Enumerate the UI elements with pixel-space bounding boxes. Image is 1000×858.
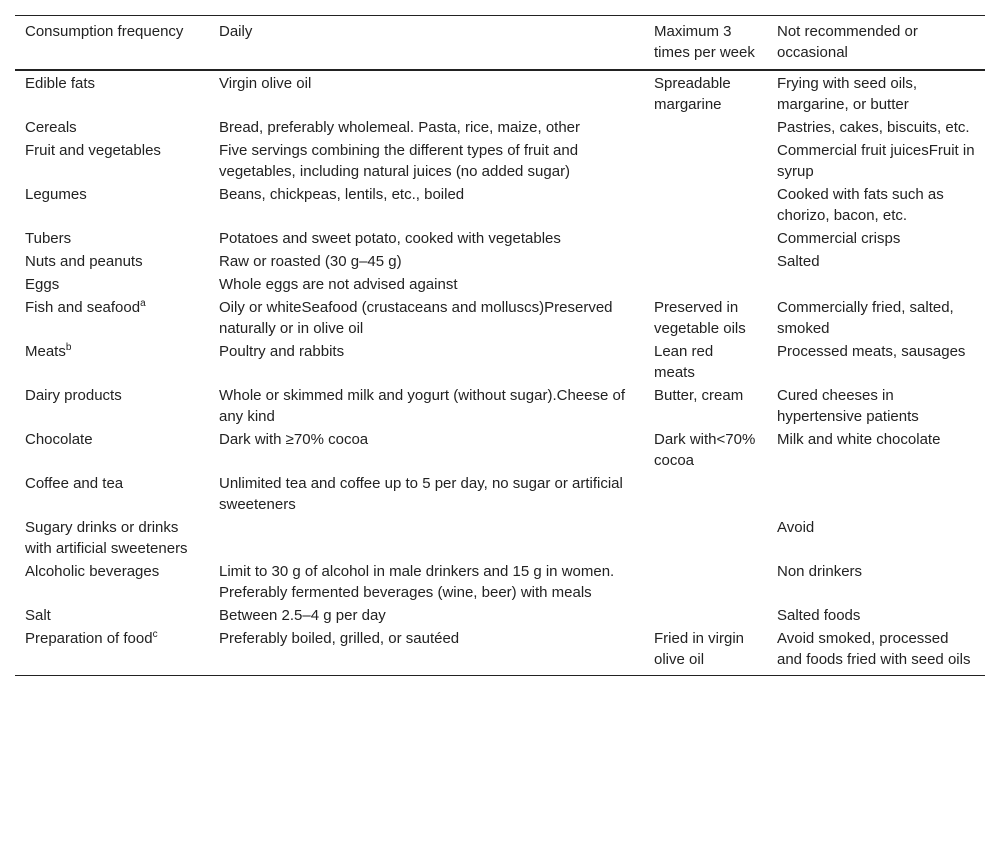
food-group-label: Preparation of food xyxy=(25,630,153,647)
cell-not-recommended: Salted xyxy=(777,253,820,270)
cell-max-3-per-week: Preserved in vegetable oils xyxy=(654,299,746,337)
cell-food-group xyxy=(15,560,209,604)
cell-food-group xyxy=(15,627,209,676)
cell-daily: Potatoes and sweet potato, cooked with vegetables xyxy=(219,230,561,247)
food-group-label: Tubers xyxy=(25,230,72,247)
footnote-marker: c xyxy=(152,629,158,640)
food-group-label: Fish and seafood xyxy=(25,299,141,316)
header-row xyxy=(15,16,985,71)
table-row xyxy=(15,116,985,139)
cell-max-3-per-week xyxy=(644,560,767,604)
table-row xyxy=(15,250,985,273)
cell-daily: Poultry and rabbits xyxy=(219,343,345,360)
food-group-label: Sugary drinks or drinks with artificial sweeteners xyxy=(25,519,188,557)
cell-food-group xyxy=(15,340,209,384)
cell-not-recommended: Commercial crisps xyxy=(777,230,901,247)
table-row xyxy=(15,384,985,428)
food-group-label: Cereals xyxy=(25,119,77,136)
food-group-label: Meats xyxy=(25,343,66,360)
table-row xyxy=(15,428,985,472)
cell-not-recommended: Avoid smoked, processed and foods fried with seed oils xyxy=(777,630,971,668)
cell-max-3-per-week: Fried in virgin olive oil xyxy=(654,630,745,668)
footnote-marker: a xyxy=(140,298,146,309)
food-recommendation-table-container xyxy=(15,15,985,676)
cell-daily: Dark with ≥70% cocoa xyxy=(219,431,369,448)
cell-max-3-per-week: Dark with<70% cocoa xyxy=(654,431,756,469)
cell-food-group xyxy=(15,384,209,428)
cell-not-recommended: Avoid xyxy=(777,519,815,536)
cell-daily xyxy=(209,516,644,560)
cell-max-3-per-week xyxy=(644,183,767,227)
cell-max-3-per-week: Lean red meats xyxy=(654,343,714,381)
cell-not-recommended: Non drinkers xyxy=(777,563,863,580)
footnote-marker: b xyxy=(65,342,72,353)
food-group-label: Dairy products xyxy=(25,387,122,404)
cell-daily: Raw or roasted (30 g–45 g) xyxy=(219,253,402,270)
table-row xyxy=(15,183,985,227)
table-row xyxy=(15,273,985,296)
cell-not-recommended: Commercial fruit juicesFruit in syrup xyxy=(777,142,975,180)
cell-food-group xyxy=(15,70,209,116)
cell-daily: Whole eggs are not advised against xyxy=(219,276,458,293)
table-body xyxy=(15,70,985,676)
table-row xyxy=(15,560,985,604)
cell-food-group xyxy=(15,296,209,340)
cell-max-3-per-week xyxy=(644,250,767,273)
cell-food-group xyxy=(15,116,209,139)
cell-max-3-per-week xyxy=(644,116,767,139)
cell-not-recommended: Cured cheeses in hypertensive patients xyxy=(777,387,919,425)
cell-max-3-per-week xyxy=(644,273,767,296)
cell-daily: Virgin olive oil xyxy=(219,75,312,92)
cell-max-3-per-week: Spreadable margarine xyxy=(654,75,731,113)
cell-max-3-per-week xyxy=(644,139,767,183)
table-header xyxy=(15,16,985,71)
header-max-3-per-week: Maximum 3 times per week xyxy=(654,23,755,61)
cell-not-recommended: Salted foods xyxy=(777,607,861,624)
food-group-label: Eggs xyxy=(25,276,60,293)
food-recommendation-table xyxy=(15,15,985,676)
food-group-label: Alcoholic beverages xyxy=(25,563,160,580)
table-row xyxy=(15,227,985,250)
cell-not-recommended xyxy=(767,472,985,516)
cell-not-recommended: Cooked with fats such as chorizo, bacon, etc. xyxy=(777,186,944,224)
food-group-label: Salt xyxy=(25,607,51,624)
table-row xyxy=(15,296,985,340)
cell-food-group xyxy=(15,472,209,516)
cell-not-recommended: Milk and white chocolate xyxy=(777,431,941,448)
food-group-label: Legumes xyxy=(25,186,87,203)
table-row xyxy=(15,139,985,183)
header-not-recommended: Not recommended or occasional xyxy=(777,23,918,61)
table-row xyxy=(15,340,985,384)
cell-max-3-per-week xyxy=(644,604,767,627)
table-row xyxy=(15,627,985,676)
cell-daily: Five servings combining the different types of fruit and vegetables, including natural juices (no added sugar) xyxy=(219,142,579,180)
cell-daily: Bread, preferably wholemeal. Pasta, rice, maize, other xyxy=(219,119,581,136)
cell-daily: Beans, chickpeas, lentils, etc., boiled xyxy=(219,186,465,203)
cell-not-recommended: Commercially fried, salted, smoked xyxy=(777,299,954,337)
food-group-label: Nuts and peanuts xyxy=(25,253,143,270)
cell-food-group xyxy=(15,516,209,560)
cell-food-group xyxy=(15,250,209,273)
header-daily: Daily xyxy=(219,23,253,40)
table-row xyxy=(15,516,985,560)
cell-max-3-per-week xyxy=(644,227,767,250)
cell-daily: Preferably boiled, grilled, or sautéed xyxy=(219,630,460,647)
cell-food-group xyxy=(15,227,209,250)
cell-food-group xyxy=(15,273,209,296)
food-group-label: Chocolate xyxy=(25,431,93,448)
cell-max-3-per-week xyxy=(644,472,767,516)
cell-max-3-per-week: Butter, cream xyxy=(654,387,744,404)
cell-food-group xyxy=(15,604,209,627)
cell-daily: Oily or whiteSeafood (crustaceans and molluscs)Preserved naturally or in olive oil xyxy=(219,299,613,337)
header-consumption-frequency: Consumption frequency xyxy=(25,23,184,40)
food-group-label: Fruit and vegetables xyxy=(25,142,161,159)
cell-daily: Between 2.5–4 g per day xyxy=(219,607,386,624)
cell-food-group xyxy=(15,183,209,227)
cell-food-group xyxy=(15,139,209,183)
cell-not-recommended: Pastries, cakes, biscuits, etc. xyxy=(777,119,970,136)
cell-not-recommended: Frying with seed oils, margarine, or butter xyxy=(777,75,918,113)
table-row xyxy=(15,604,985,627)
cell-max-3-per-week xyxy=(644,516,767,560)
cell-food-group xyxy=(15,428,209,472)
food-group-label: Coffee and tea xyxy=(25,475,124,492)
table-row xyxy=(15,472,985,516)
cell-daily: Limit to 30 g of alcohol in male drinkers and 15 g in women. Preferably fermented beverages (wine, beer) with meals xyxy=(219,563,615,601)
food-group-label: Edible fats xyxy=(25,75,96,92)
cell-daily: Whole or skimmed milk and yogurt (without sugar).Cheese of any kind xyxy=(219,387,625,425)
table-row xyxy=(15,70,985,116)
cell-not-recommended: Processed meats, sausages xyxy=(777,343,966,360)
cell-not-recommended xyxy=(767,273,985,296)
cell-daily: Unlimited tea and coffee up to 5 per day, no sugar or artificial sweeteners xyxy=(219,475,623,513)
